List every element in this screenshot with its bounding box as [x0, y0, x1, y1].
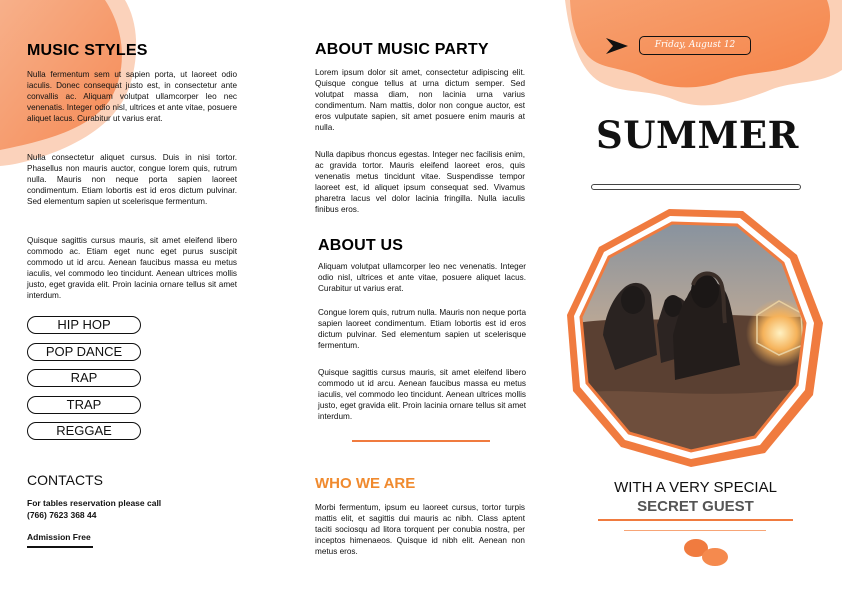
about-us-paragraph-3: Quisque sagittis cursus mauris, sit amet eleifend libero commodo ut id arcu. Aenean faucibus massa eu metus iaculis, vel commodo leo tincidunt. Aenean ultrices mollis justo, eget gravida elit. Proin lacinia ornare tellus sit amet interdum. [318, 368, 526, 422]
play-arrow-icon [603, 36, 631, 56]
who-we-are-heading: WHO WE ARE [315, 475, 416, 492]
contacts-phone: (766) 7623 368 44 [27, 510, 97, 520]
event-photo [565, 205, 825, 467]
summer-title: SUMMER [596, 113, 799, 157]
genre-pill-reggae: REGGAE [27, 422, 141, 440]
tagline-divider [598, 519, 793, 521]
contacts-heading: CONTACTS [27, 472, 103, 488]
contacts-text: For tables reservation please call [27, 498, 162, 508]
title-underline-bar [591, 184, 801, 190]
genre-pill-pop-dance: POP DANCE [27, 343, 141, 361]
admission-text: Admission Free [27, 532, 91, 542]
about-party-paragraph-1: Lorem ipsum dolor sit amet, consectetur adipiscing elit. Quisque congue tellus at urna dictum semper. Sed volutpat massa diam, non lacinia urna varius condimentum. Nam mattis, dolor non congue auctor, est eros vulputate sapien, sit amet posuere enim mauris at nulla. [315, 68, 525, 133]
genre-pill-hip-hop: HIP HOP [27, 316, 141, 334]
about-us-paragraph-1: Aliquam volutpat ullamcorper leo nec venenatis. Integer odio nisl, ultrices et ante vitae, posuere aliquet lacus. Curabitur ut varius erat. [318, 262, 526, 294]
music-styles-paragraph-3: Quisque sagittis cursus mauris, sit amet eleifend libero commodo ac. Etiam eget nunc eget purus suscipit commodo ut id arcu. Aenean faucibus massa eu metus iaculis, vel commodo leo tincidunt. Aenean ultrices mollis justo, eget gravida elit. Proin lacinia ornare tellus sit amet interdum. [27, 236, 237, 301]
about-party-paragraph-2: Nulla dapibus rhoncus egestas. Integer nec facilisis enim, ac gravida tortor. Mauris eleifend laoreet eros, quis venenatis metus tincidunt vitae. Suspendisse tempor laoreet est, id aliquet ipsum consequat sed. Vivamus pharetra lacus vel dolor lacinia fringilla. Nulla iaculis finibus eros. [315, 150, 525, 215]
tagline-line-1: WITH A VERY SPECIAL [614, 479, 777, 496]
music-styles-heading: MUSIC STYLES [27, 42, 148, 59]
tagline-line-2: SECRET GUEST [637, 498, 754, 515]
tagline-divider-thin [624, 530, 766, 531]
about-us-paragraph-2: Congue lorem quis, rutrum nulla. Mauris non neque porta sapien laoreet condimentum. Etiam lobortis est id eros dictum pulvinar. Sed elementum sapien ut scelerisque fermentum. [318, 308, 526, 351]
genre-pill-trap: TRAP [27, 396, 141, 414]
genre-pill-rap: RAP [27, 369, 141, 387]
who-we-are-paragraph: Morbi fermentum, ipsum eu laoreet cursus, tortor turpis mattis elit, et sagittis dui mauris ac nibh. Class aptent taciti sociosqu ad litora torquent per conubia nostra, per inceptos himenaeos. Quisque id nibh elit. Aenean non metus eros. [315, 503, 525, 557]
date-badge: Friday, August 12 [639, 36, 751, 55]
about-music-party-heading: ABOUT MUSIC PARTY [315, 41, 489, 58]
about-us-heading: ABOUT US [318, 237, 404, 254]
music-styles-paragraph-1: Nulla fermentum sem ut sapien porta, ut laoreet odio iaculis. Donec consequat justo est, in consectetur ante convallis ac. Aliquam volutpat ullamcorper leo nec venenatis. Integer odio nisl, ultrices et ante vitae, posuere aliquet lacus. Curabitur ut varius erat. [27, 70, 237, 124]
middle-divider [352, 440, 490, 442]
top-right-orange-blob [565, 0, 842, 115]
admission-underline [27, 546, 93, 548]
orange-dots-icon [680, 536, 730, 568]
music-styles-paragraph-2: Nulla consectetur aliquet cursus. Duis in nisi tortor. Phasellus non mauris auctor, congue lorem quis, rutrum nulla. Mauris non neque porta sapien laoreet condimentum. Etiam lobortis est id eros dictum pulvinar. Sed elementum sapien ut scelerisque fermentum. [27, 153, 237, 207]
